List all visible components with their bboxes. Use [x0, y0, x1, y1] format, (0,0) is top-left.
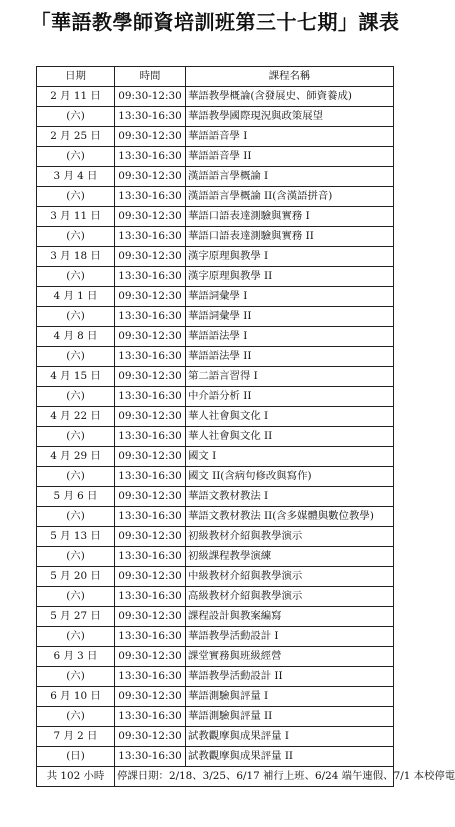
row-time: 13:30-16:30: [115, 307, 186, 327]
table-row: [37, 687, 394, 707]
row-time: 13:30-16:30: [115, 627, 186, 647]
row-time: 09:30-12:30: [115, 727, 186, 747]
row-date: (六): [37, 707, 115, 727]
row-time: 09:30-12:30: [115, 127, 186, 147]
row-date: 3 月 18 日: [37, 247, 115, 267]
row-time: 13:30-16:30: [115, 587, 186, 607]
row-date: 4 月 8 日: [37, 327, 115, 347]
page-title: 「華語教學師資培訓班第三十七期」課表: [30, 10, 400, 34]
row-date: 2 月 11 日: [37, 87, 115, 107]
row-time: 13:30-16:30: [115, 387, 186, 407]
table-row: [37, 387, 394, 407]
table-row: [37, 727, 394, 747]
row-time: 13:30-16:30: [115, 267, 186, 287]
table-row: [37, 247, 394, 267]
row-course: 華人社會與文化 II: [186, 427, 394, 447]
row-time: 13:30-16:30: [115, 227, 186, 247]
row-course: 華語語法學 II: [186, 347, 394, 367]
row-course: 華人社會與文化 I: [186, 407, 394, 427]
row-course: 華語語音學 II: [186, 147, 394, 167]
total-hours: 共 102 小時: [37, 767, 115, 787]
row-date: (六): [37, 547, 115, 567]
row-time: 13:30-16:30: [115, 347, 186, 367]
row-course: 華語詞彙學 II: [186, 307, 394, 327]
table-row: [37, 287, 394, 307]
table-row: [37, 607, 394, 627]
row-course: 華語語音學 I: [186, 127, 394, 147]
table-row: [37, 347, 394, 367]
table-row: [37, 567, 394, 587]
row-course: 中介語分析 II: [186, 387, 394, 407]
row-date: 6 月 3 日: [37, 647, 115, 667]
table-row: [37, 507, 394, 527]
header-time: 時間: [115, 67, 186, 87]
row-course: 華語教學活動設計 II: [186, 667, 394, 687]
row-date: 7 月 2 日: [37, 727, 115, 747]
table-row: [37, 587, 394, 607]
row-date: (六): [37, 627, 115, 647]
row-date: 2 月 25 日: [37, 127, 115, 147]
row-date: (六): [37, 667, 115, 687]
footer-row: [37, 767, 394, 787]
table-row: [37, 227, 394, 247]
closure-note: 停課日期：2/18、3/25、6/17 補行上班、6/24 端午連假、7/1 本校停電: [115, 767, 394, 787]
row-time: 09:30-12:30: [115, 447, 186, 467]
row-course: 第二語言習得 I: [186, 367, 394, 387]
row-time: 09:30-12:30: [115, 287, 186, 307]
row-course: 華語口語表達測驗與實務 II: [186, 227, 394, 247]
row-course: 華語測驗與評量 II: [186, 707, 394, 727]
table-row: [37, 307, 394, 327]
row-date: (六): [37, 187, 115, 207]
row-course: 課堂實務與班級經營: [186, 647, 394, 667]
row-date: (日): [37, 747, 115, 767]
table-row: [37, 547, 394, 567]
row-date: (六): [37, 507, 115, 527]
row-date: (六): [37, 267, 115, 287]
row-time: 09:30-12:30: [115, 207, 186, 227]
row-time: 09:30-12:30: [115, 367, 186, 387]
table-row: [37, 527, 394, 547]
table-row: [37, 747, 394, 767]
row-date: 5 月 6 日: [37, 487, 115, 507]
row-date: 4 月 1 日: [37, 287, 115, 307]
row-course: 試教觀摩與成果評量 I: [186, 727, 394, 747]
row-course: 國文 I: [186, 447, 394, 467]
table-row: [37, 187, 394, 207]
table-row: [37, 167, 394, 187]
row-date: 4 月 15 日: [37, 367, 115, 387]
row-course: 漢字原理與教學 II: [186, 267, 394, 287]
row-time: 09:30-12:30: [115, 527, 186, 547]
row-course: 初級課程教學演練: [186, 547, 394, 567]
row-time: 13:30-16:30: [115, 547, 186, 567]
row-date: 4 月 29 日: [37, 447, 115, 467]
row-date: (六): [37, 387, 115, 407]
row-time: 09:30-12:30: [115, 687, 186, 707]
row-time: 13:30-16:30: [115, 667, 186, 687]
row-date: (六): [37, 427, 115, 447]
row-course: 華語教學國際現況與政策展望: [186, 107, 394, 127]
row-time: 13:30-16:30: [115, 707, 186, 727]
row-time: 09:30-12:30: [115, 607, 186, 627]
table-row: [37, 267, 394, 287]
row-time: 13:30-16:30: [115, 467, 186, 487]
row-date: 4 月 22 日: [37, 407, 115, 427]
table-row: [37, 627, 394, 647]
table-row: [37, 107, 394, 127]
row-course: 漢語語言學概論 II(含漢語拼音): [186, 187, 394, 207]
row-time: 13:30-16:30: [115, 187, 186, 207]
row-date: 5 月 13 日: [37, 527, 115, 547]
table-row: [37, 427, 394, 447]
row-course: 漢語語言學概論 I: [186, 167, 394, 187]
row-time: 09:30-12:30: [115, 647, 186, 667]
row-date: (六): [37, 227, 115, 247]
table-row: [37, 207, 394, 227]
row-time: 13:30-16:30: [115, 427, 186, 447]
row-time: 09:30-12:30: [115, 167, 186, 187]
row-course: 華語教學活動設計 I: [186, 627, 394, 647]
row-date: (六): [37, 347, 115, 367]
row-course: 華語語法學 I: [186, 327, 394, 347]
table-row: [37, 707, 394, 727]
table-row: [37, 407, 394, 427]
row-date: 3 月 4 日: [37, 167, 115, 187]
table-row: [37, 467, 394, 487]
schedule-table: [36, 66, 455, 787]
row-course: 試教觀摩與成果評量 II: [186, 747, 394, 767]
row-time: 09:30-12:30: [115, 327, 186, 347]
row-course: 漢字原理與教學 I: [186, 247, 394, 267]
table-row: [37, 647, 394, 667]
row-time: 13:30-16:30: [115, 747, 186, 767]
row-time: 09:30-12:30: [115, 407, 186, 427]
row-course: 華語詞彙學 I: [186, 287, 394, 307]
row-course: 華語文教材教法 II(含多媒體與數位教學): [186, 507, 394, 527]
table-row: [37, 447, 394, 467]
row-time: 13:30-16:30: [115, 147, 186, 167]
row-date: (六): [37, 307, 115, 327]
row-course: 華語教學概論(含發展史、師資養成): [186, 87, 394, 107]
table-row: [37, 87, 394, 107]
table-row: [37, 127, 394, 147]
header-date: 日期: [37, 67, 115, 87]
row-course: 國文 II(含病句修改與寫作): [186, 467, 394, 487]
row-date: 5 月 20 日: [37, 567, 115, 587]
table-row: [37, 667, 394, 687]
row-course: 華語文教材教法 I: [186, 487, 394, 507]
row-date: (六): [37, 147, 115, 167]
row-course: 高級教材介紹與教學演示: [186, 587, 394, 607]
row-date: 3 月 11 日: [37, 207, 115, 227]
row-course: 中級教材介紹與教學演示: [186, 567, 394, 587]
row-time: 09:30-12:30: [115, 487, 186, 507]
row-course: 初級教材介紹與教學演示: [186, 527, 394, 547]
row-time: 09:30-12:30: [115, 87, 186, 107]
row-time: 09:30-12:30: [115, 247, 186, 267]
table-row: [37, 487, 394, 507]
row-course: 華語口語表達測驗與實務 I: [186, 207, 394, 227]
row-date: (六): [37, 587, 115, 607]
row-time: 09:30-12:30: [115, 567, 186, 587]
row-date: 5 月 27 日: [37, 607, 115, 627]
row-date: (六): [37, 467, 115, 487]
row-time: 13:30-16:30: [115, 507, 186, 527]
row-date: 6 月 10 日: [37, 687, 115, 707]
header-course: 課程名稱: [186, 67, 394, 87]
row-time: 13:30-16:30: [115, 107, 186, 127]
row-date: (六): [37, 107, 115, 127]
table-row: [37, 147, 394, 167]
row-course: 課程設計與教案編寫: [186, 607, 394, 627]
row-course: 華語測驗與評量 I: [186, 687, 394, 707]
table-header-row: [37, 67, 394, 87]
table-row: [37, 367, 394, 387]
table-row: [37, 327, 394, 347]
